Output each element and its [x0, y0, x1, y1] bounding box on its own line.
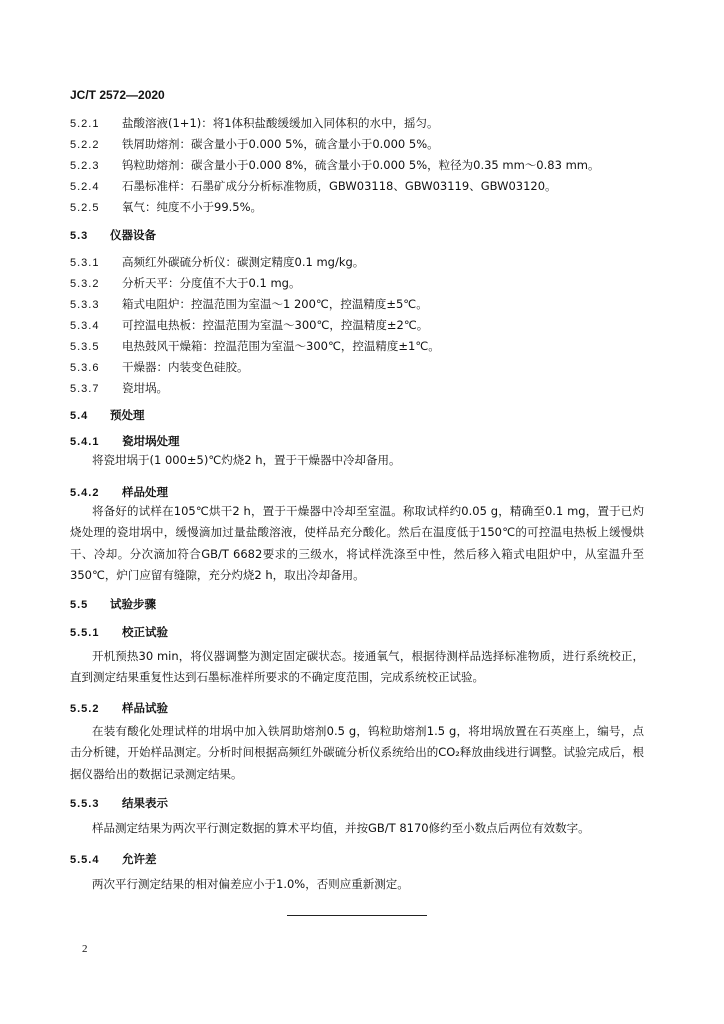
section-number: 5.4.2: [70, 487, 100, 499]
end-rule-divider: [287, 915, 427, 916]
section-title: 试验步骤: [110, 597, 156, 611]
page-number: 2: [82, 943, 88, 955]
section-5-5-3-heading: [70, 795, 168, 812]
clause-5-3-5: [70, 338, 440, 355]
clause-number: 5.2.2: [70, 139, 100, 151]
clause-number: 5.2.5: [70, 202, 100, 214]
section-5-4-2-heading: [70, 484, 168, 501]
clause-5-2-2: [70, 136, 439, 153]
clause-5-3-4: [70, 317, 428, 334]
clause-text: 电热鼓风干燥箱：控温范围为室温～300℃，控温精度±1℃。: [122, 339, 440, 353]
section-5-5-4-heading: [70, 851, 157, 868]
section-number: 5.5.3: [70, 798, 100, 810]
section-title: 瓷坩埚处理: [122, 434, 180, 448]
clause-5-2-5: [70, 199, 262, 216]
clause-5-2-3: [70, 157, 599, 174]
paragraph-result-expression: 样品测定结果为两次平行测定数据的算术平均值，并按GB/T 8170修约至小数点后两位有效数字。: [92, 821, 590, 835]
section-5-4-1-heading: [70, 433, 180, 450]
paragraph-calibration: 开机预热30 min，将仪器调整为测定固定碳状态。接通氧气，根据待测样品选择标准物质，进行系统校正，直到测定结果重复性达到石墨标准样所要求的不确定度范围，完成系统校正试验。: [70, 649, 644, 685]
clause-number: 5.3.3: [70, 299, 100, 311]
section-5-4-heading: [70, 407, 145, 424]
section-title: 结果表示: [122, 796, 168, 810]
clause-number: 5.3.2: [70, 278, 100, 290]
standard-id: JC/T 2572—2020: [70, 88, 165, 102]
paragraph-sample-treatment: 将备好的试样在105℃烘干2 h，置于干燥器中冷却至室温。称取试样约0.05 g，精确至0.1 mg，置于已灼烧处理的瓷坩埚中，缓慢滴加过量盐酸溶液，使样品充分酸化。然后在温度低于150℃的可控温电热板上缓慢烘干、冷却。分次滴加符合GB/T 6682要求的三级水，将试样洗涤至中性，然后移入箱式电阻炉中，从室温升至350℃，炉门应留有缝隙，充分灼烧2 h，取出冷却备用。: [70, 504, 644, 582]
section-title: 校正试验: [122, 625, 168, 639]
section-title: 样品试验: [122, 701, 168, 715]
clause-text: 铁屑助熔剂：碳含量小于0.000 5%，硫含量小于0.000 5%。: [122, 137, 439, 151]
clause-number: 5.3.1: [70, 257, 100, 269]
clause-number: 5.3.5: [70, 341, 100, 353]
paragraph-sample-test: 在装有酸化处理试样的坩埚中加入铁屑助熔剂0.5 g，钨粒助熔剂1.5 g，将坩埚放置在石英座上，编号，点击分析键，开始样品测定。分析时间根据高频红外碳硫分析仪系统给出的CO₂释放曲线进行调整。试验完成后，根据仪器给出的数据记录测定结果。: [70, 724, 644, 781]
section-5-3-heading: [70, 227, 156, 244]
clause-number: 5.2.4: [70, 181, 100, 193]
clause-5-3-2: [70, 275, 300, 292]
clause-text: 箱式电阻炉：控温范围为室温～1 200℃，控温精度±5℃。: [122, 297, 428, 311]
clause-5-2-1: [70, 115, 439, 132]
clause-text: 干燥器：内装变色硅胶。: [122, 360, 249, 374]
clause-5-3-6: [70, 359, 249, 376]
clause-5-3-7: [70, 380, 168, 397]
section-title: 仪器设备: [110, 228, 156, 242]
clause-number: 5.2.1: [70, 118, 100, 130]
clause-5-2-4: [70, 178, 557, 195]
clause-text: 可控温电热板：控温范围为室温～300℃，控温精度±2℃。: [122, 318, 429, 332]
clause-number: 5.3.6: [70, 362, 100, 374]
paragraph-crucible-treatment: 将瓷坩埚于(1 000±5)℃灼烧2 h，置于干燥器中冷却备用。: [92, 453, 401, 467]
clause-text: 盐酸溶液(1+1)：将1体积盐酸缓缓加入同体积的水中，摇匀。: [122, 116, 439, 130]
clause-text: 氧气：纯度不小于99.5%。: [122, 200, 263, 214]
section-5-5-1-heading: [70, 624, 168, 641]
section-number: 5.3: [70, 230, 89, 242]
section-title: 样品处理: [122, 485, 168, 499]
clause-text: 石墨标准样：石墨矿成分分析标准物质，GBW03118、GBW03119、GBW03120。: [122, 179, 557, 193]
section-5-5-2-heading: [70, 700, 168, 717]
clause-text: 分析天平：分度值不大于0.1 mg。: [122, 276, 301, 290]
clause-text: 钨粒助熔剂：碳含量小于0.000 8%，硫含量小于0.000 5%，粒径为0.35 mm～0.83 mm。: [122, 158, 600, 172]
section-title: 预处理: [110, 408, 145, 422]
section-number: 5.5.4: [70, 854, 100, 866]
clause-5-3-3: [70, 296, 428, 313]
clause-number: 5.2.3: [70, 160, 100, 172]
clause-5-3-1: [70, 254, 364, 271]
section-number: 5.4: [70, 410, 89, 422]
section-number: 5.4.1: [70, 436, 100, 448]
clause-number: 5.3.7: [70, 383, 100, 395]
section-number: 5.5.2: [70, 703, 100, 715]
section-5-5-heading: [70, 596, 156, 613]
section-title: 允许差: [122, 852, 157, 866]
clause-text: 高频红外碳硫分析仪：碳测定精度0.1 mg/kg。: [122, 255, 365, 269]
paragraph-tolerance: 两次平行测定结果的相对偏差应小于1.0%，否则应重新测定。: [92, 877, 409, 891]
clause-text: 瓷坩埚。: [122, 381, 168, 395]
section-number: 5.5: [70, 599, 89, 611]
section-number: 5.5.1: [70, 627, 100, 639]
clause-number: 5.3.4: [70, 320, 100, 332]
